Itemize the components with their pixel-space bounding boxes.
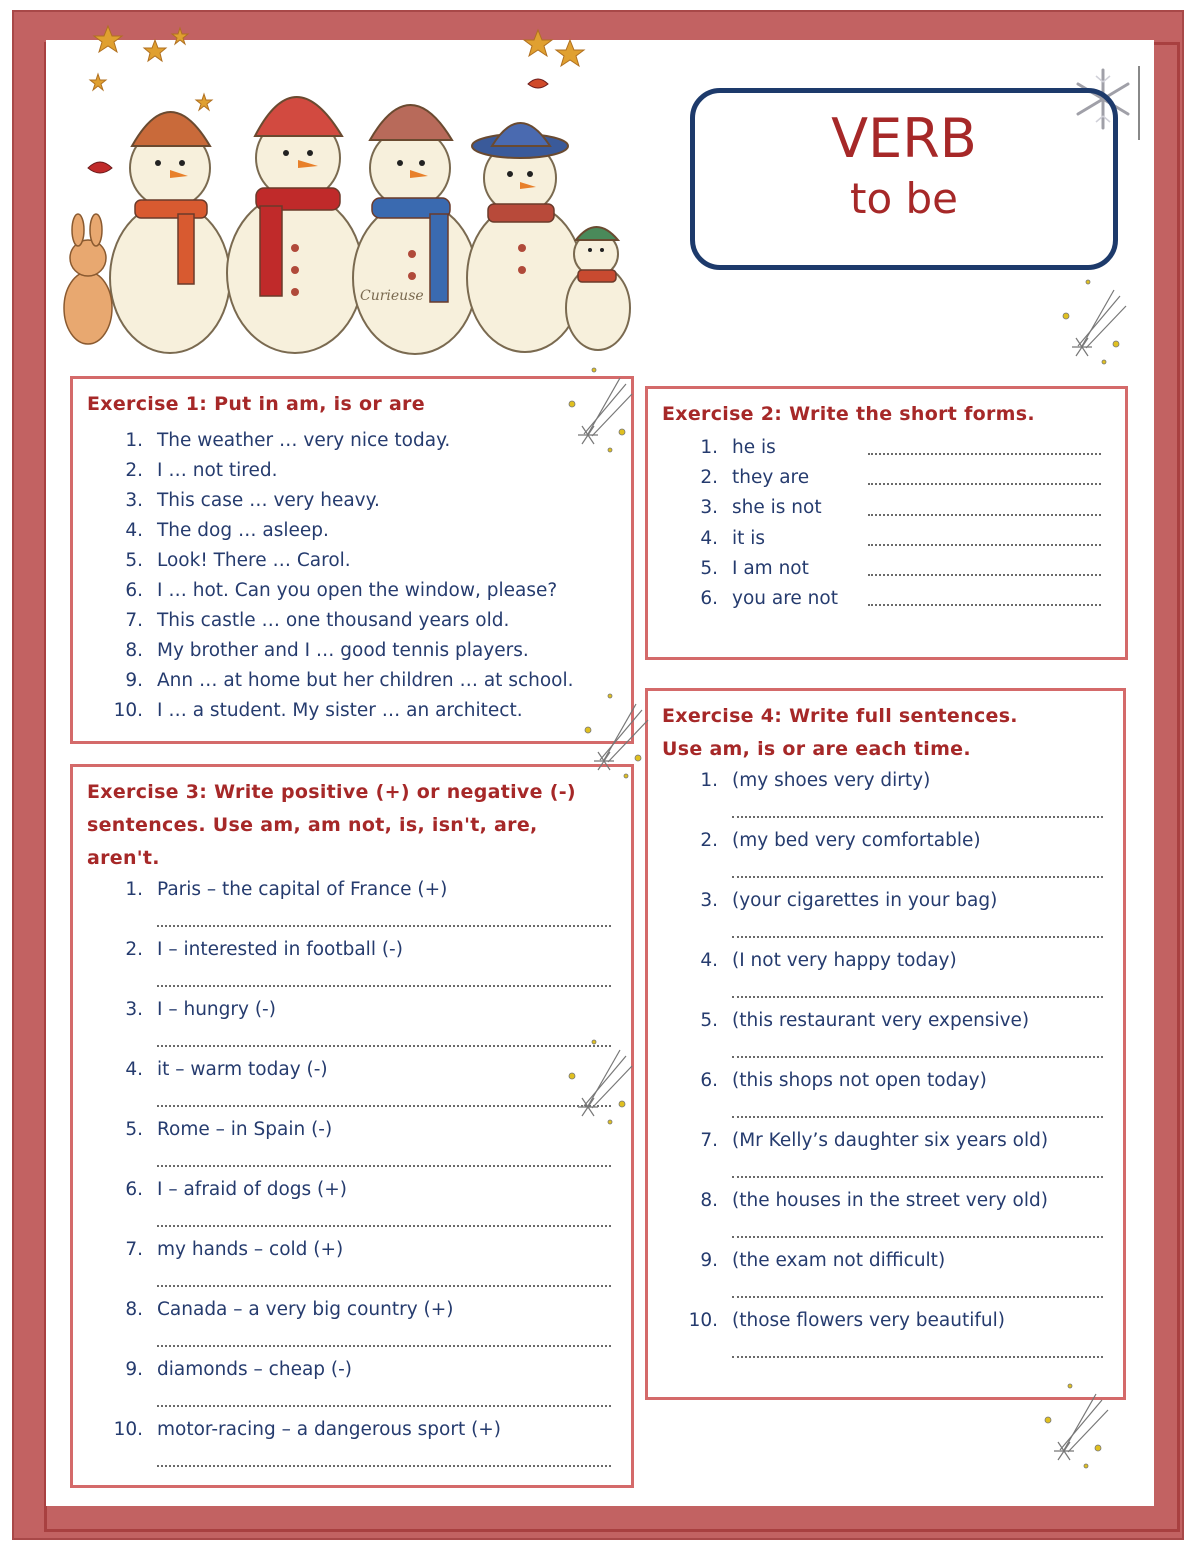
item-text: This case … very heavy. (157, 490, 380, 511)
list-item (73, 995, 631, 1055)
item-number: 4. (700, 950, 718, 971)
list-item (73, 696, 631, 726)
answer-line[interactable] (732, 1276, 1103, 1298)
list-item (73, 666, 631, 696)
exercise-4-list (648, 766, 1123, 1366)
item-number: 9. (125, 1359, 143, 1380)
item-text: The dog … asleep. (157, 520, 329, 541)
answer-line[interactable] (732, 796, 1103, 818)
item-number: 1. (700, 770, 718, 791)
item-number: 4. (125, 1059, 143, 1080)
item-number: 6. (700, 1070, 718, 1091)
answer-line[interactable] (157, 1085, 611, 1107)
answer-line[interactable] (157, 1025, 611, 1047)
answer-line[interactable] (868, 544, 1101, 546)
sparkle-icon (1058, 276, 1128, 366)
answer-line[interactable] (732, 1036, 1103, 1058)
item-number: 10. (688, 1310, 718, 1331)
answer-line[interactable] (732, 856, 1103, 878)
exercise-3-heading (73, 767, 631, 875)
exercise-1-box (70, 376, 634, 744)
item-text: he is (732, 437, 776, 458)
exercise-3-box (70, 764, 634, 1488)
item-text: it is (732, 527, 766, 549)
list-item (648, 886, 1123, 946)
list-item (648, 1006, 1123, 1066)
item-number: 9. (125, 670, 143, 691)
item-text: I … a student. My sister … an architect. (157, 700, 523, 721)
answer-line[interactable] (868, 514, 1101, 516)
item-number: 10. (113, 700, 143, 721)
list-item (73, 1175, 631, 1235)
answer-line[interactable] (732, 1156, 1103, 1178)
item-text: Look! There … Carol. (157, 550, 351, 571)
item-text: (this restaurant very expensive) (732, 1010, 1030, 1031)
list-item (648, 584, 1125, 614)
answer-line[interactable] (157, 1385, 611, 1407)
item-text: you are not (732, 588, 838, 610)
list-item (648, 554, 1125, 584)
list-item (73, 516, 631, 546)
item-text: Paris – the capital of France (+) (157, 879, 448, 900)
item-text: they are (732, 467, 810, 489)
item-number: 5. (125, 550, 143, 571)
list-item (73, 875, 631, 935)
item-number: 3. (125, 999, 143, 1020)
sparkle-icon (580, 690, 650, 780)
item-number: 6. (125, 1179, 143, 1200)
item-number: 3. (125, 490, 143, 511)
exercise-2-heading: Exercise 2: Write the short forms. (662, 403, 1035, 425)
list-item (648, 433, 1125, 463)
item-number: 8. (125, 1299, 143, 1320)
exercise-2-list (648, 431, 1125, 614)
page-title: VERB (831, 107, 977, 170)
item-text: (the exam not difficult) (732, 1250, 946, 1271)
list-item (73, 1055, 631, 1115)
list-item (73, 636, 631, 666)
answer-line[interactable] (157, 1265, 611, 1287)
item-text: (Mr Kelly’s daughter six years old) (732, 1130, 1049, 1151)
answer-line[interactable] (157, 1145, 611, 1167)
list-item (648, 1066, 1123, 1126)
item-text: (this shops not open today) (732, 1070, 987, 1091)
answer-line[interactable] (732, 1216, 1103, 1238)
item-number: 5. (700, 557, 718, 579)
item-text: it – warm today (-) (157, 1059, 328, 1080)
item-text: (my shoes very dirty) (732, 770, 931, 791)
item-text: (I not very happy today) (732, 950, 957, 971)
list-item (73, 1115, 631, 1175)
illustration-signature: Curieuse (360, 288, 424, 304)
item-number: 2. (700, 830, 718, 851)
answer-line[interactable] (732, 976, 1103, 998)
answer-line[interactable] (732, 916, 1103, 938)
list-item (73, 606, 631, 636)
item-text: I – afraid of dogs (+) (157, 1179, 347, 1200)
item-text: My brother and I … good tennis players. (157, 640, 529, 661)
item-text: Ann … at home but her children … at school. (157, 670, 574, 691)
item-number: 2. (125, 460, 143, 481)
list-item (648, 463, 1125, 493)
list-item (648, 1126, 1123, 1186)
item-text: I am not (732, 557, 809, 579)
list-item (73, 1235, 631, 1295)
item-text: (my bed very comfortable) (732, 830, 981, 851)
list-item (73, 576, 631, 606)
item-number: 8. (700, 1190, 718, 1211)
exercise-4-heading-line-1: Exercise 4: Write full sentences. (662, 705, 1018, 727)
list-item (648, 493, 1125, 523)
item-number: 1. (700, 437, 718, 458)
item-text: (your cigarettes in your bag) (732, 890, 998, 911)
exercise-3-heading-line-2: sentences. Use am, am not, is, isn't, are, (87, 814, 538, 836)
item-text: I … not tired. (157, 460, 278, 481)
exercise-4-heading-line-2: Use am, is or are each time. (662, 738, 971, 760)
answer-line[interactable] (868, 604, 1101, 606)
item-number: 5. (700, 1010, 718, 1031)
item-number: 1. (125, 879, 143, 900)
exercise-4-heading (648, 691, 1123, 766)
item-text: Canada – a very big country (+) (157, 1299, 454, 1320)
item-number: 3. (700, 890, 718, 911)
answer-line[interactable] (868, 483, 1101, 485)
item-number: 5. (125, 1119, 143, 1140)
answer-line[interactable] (157, 905, 611, 927)
item-text: Rome – in Spain (-) (157, 1119, 333, 1140)
item-number: 10. (113, 1419, 143, 1440)
exercise-3-list (73, 875, 631, 1475)
exercise-3-heading-line-1: Exercise 3: Write positive (+) or negative (-) (87, 781, 576, 803)
item-text: my hands – cold (+) (157, 1239, 344, 1260)
list-item (73, 486, 631, 516)
item-text: (the houses in the street very old) (732, 1190, 1048, 1211)
item-number: 2. (700, 467, 718, 489)
sparkle-icon (1040, 1380, 1110, 1470)
item-text: I – hungry (-) (157, 999, 276, 1020)
item-number: 1. (125, 430, 143, 451)
exercise-1-heading: Exercise 1: Put in am, is or are (87, 393, 425, 415)
list-item (73, 546, 631, 576)
item-text: she is not (732, 497, 822, 519)
item-text: motor-racing – a dangerous sport (+) (157, 1419, 502, 1440)
title-box (690, 88, 1118, 270)
item-number: 6. (700, 588, 718, 610)
list-item (73, 1295, 631, 1355)
list-item (73, 1355, 631, 1415)
item-text: diamonds – cheap (-) (157, 1359, 353, 1380)
item-number: 6. (125, 580, 143, 601)
page-subtitle: to be (849, 174, 958, 223)
exercise-2-box (645, 386, 1128, 660)
item-number: 4. (125, 520, 143, 541)
list-item (73, 935, 631, 995)
edge-line (1138, 66, 1140, 140)
list-item (73, 1415, 631, 1475)
answer-line[interactable] (868, 574, 1101, 576)
item-text: I … hot. Can you open the window, please? (157, 580, 558, 601)
answer-line[interactable] (868, 453, 1101, 455)
list-item (73, 456, 631, 486)
answer-line[interactable] (157, 1325, 611, 1347)
item-number: 4. (700, 527, 718, 549)
list-item (648, 766, 1123, 826)
item-number: 9. (700, 1250, 718, 1271)
item-number: 7. (700, 1130, 718, 1151)
snowmen-illustration (60, 18, 640, 358)
item-text: The weather … very nice today. (157, 430, 451, 451)
sparkle-icon (564, 364, 634, 454)
answer-line[interactable] (732, 1336, 1103, 1358)
item-number: 2. (125, 939, 143, 960)
item-number: 3. (700, 497, 718, 519)
answer-line[interactable] (732, 1096, 1103, 1118)
list-item (648, 946, 1123, 1006)
exercise-3-heading-line-3: aren't. (87, 847, 160, 869)
list-item (648, 1246, 1123, 1306)
list-item (648, 1306, 1123, 1366)
answer-line[interactable] (157, 965, 611, 987)
answer-line[interactable] (157, 1205, 611, 1227)
exercise-4-box (645, 688, 1126, 1400)
list-item (648, 1186, 1123, 1246)
item-number: 8. (125, 640, 143, 661)
item-number: 7. (125, 610, 143, 631)
item-text: I – interested in football (-) (157, 939, 403, 960)
list-item (648, 524, 1125, 554)
item-number: 7. (125, 1239, 143, 1260)
list-item (73, 426, 631, 456)
answer-line[interactable] (157, 1445, 611, 1467)
item-text: This castle … one thousand years old. (157, 610, 510, 631)
list-item (648, 826, 1123, 886)
exercise-1-list (73, 421, 631, 726)
item-text: (those flowers very beautiful) (732, 1310, 1005, 1331)
sparkle-icon (564, 1036, 634, 1126)
